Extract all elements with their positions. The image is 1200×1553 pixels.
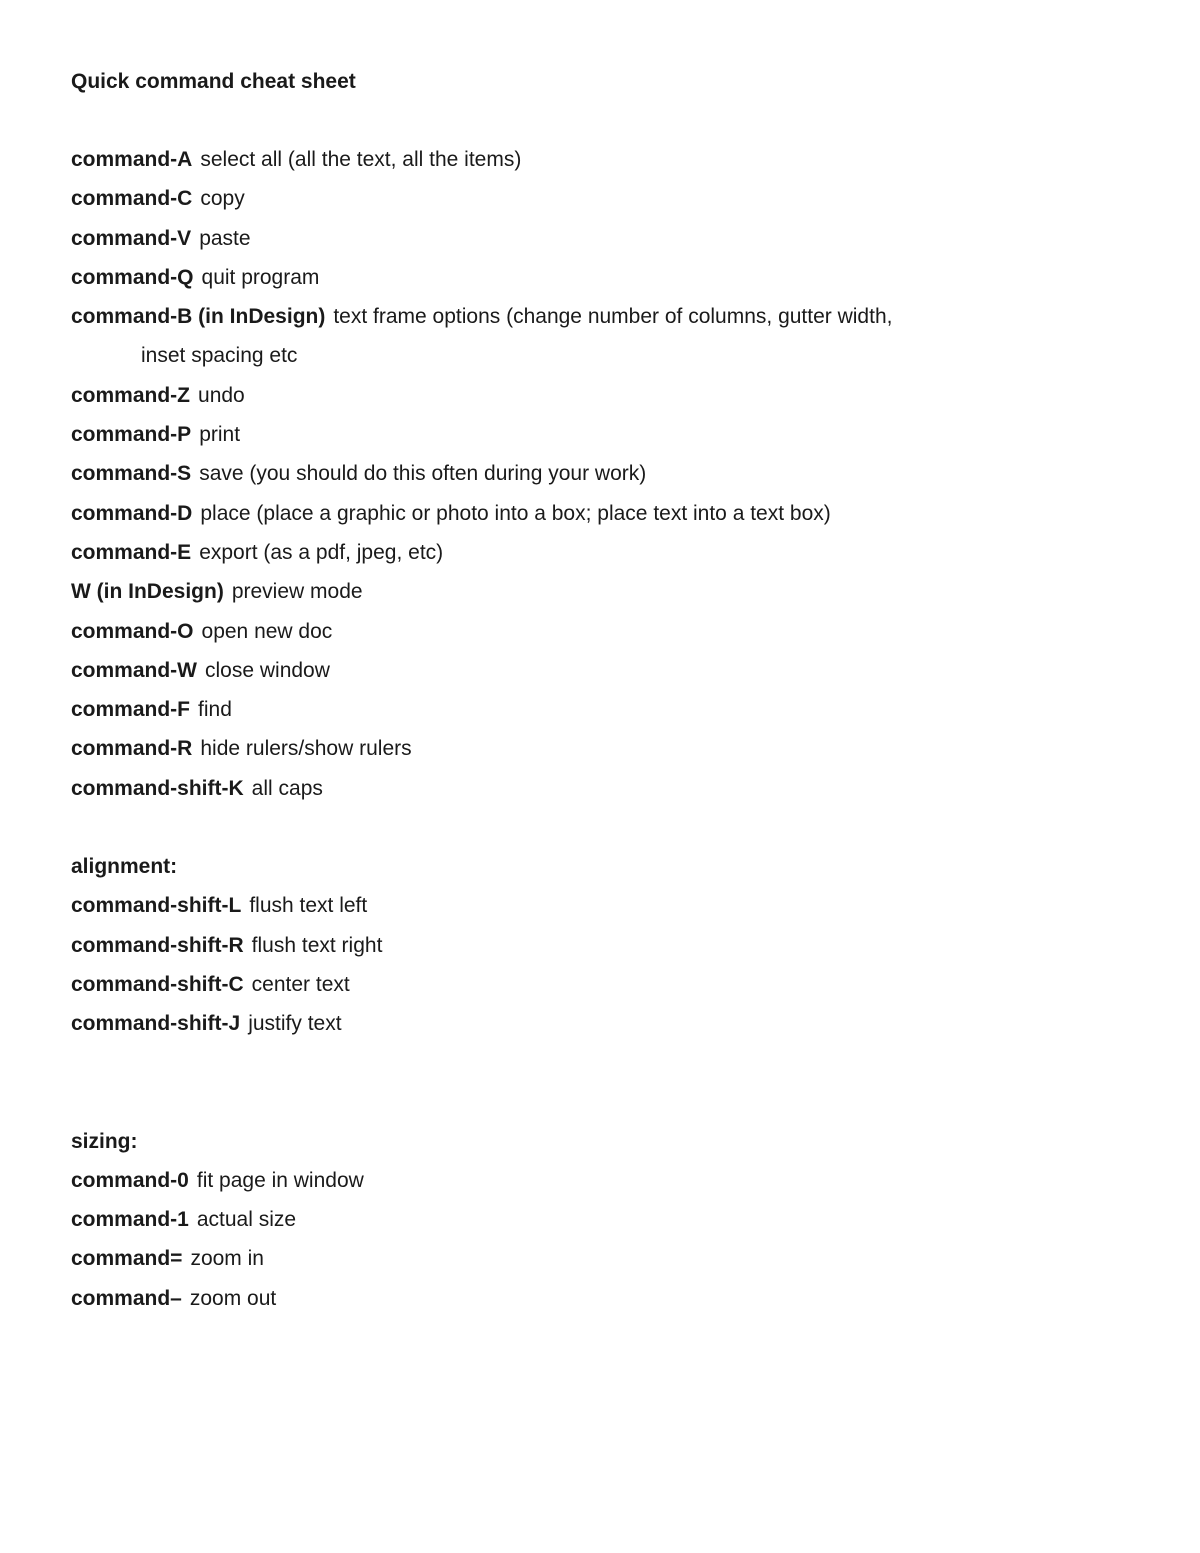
command-key: command-R — [71, 737, 193, 761]
command-description: hide rulers/show rulers — [200, 737, 412, 761]
command-row — [71, 729, 1151, 768]
alignment-section — [71, 847, 1151, 1043]
command-description: quit program — [201, 265, 320, 289]
command-key: command-F — [71, 698, 191, 722]
command-key: W (in InDesign) — [71, 580, 224, 604]
command-row — [71, 376, 1151, 415]
command-key: command-Q — [71, 265, 194, 289]
command-description: find — [198, 698, 232, 722]
command-description: center text — [251, 972, 350, 996]
command-row — [71, 926, 1151, 965]
command-row — [71, 1004, 1151, 1043]
command-description: open new doc — [201, 619, 333, 643]
command-description: export (as a pdf, jpeg, etc) — [199, 540, 444, 564]
command-key: command-E — [71, 540, 192, 564]
command-description: close window — [205, 658, 330, 682]
spacer — [71, 808, 1151, 847]
command-key: command-W — [71, 658, 197, 682]
command-row — [71, 690, 1151, 729]
command-key: command-shift-J — [71, 1012, 241, 1036]
sizing-heading: sizing: — [71, 1129, 138, 1153]
command-description: justify text — [248, 1012, 342, 1036]
command-description: place (place a graphic or photo into a box; place text into a text box) — [200, 501, 831, 525]
command-row — [71, 494, 1151, 533]
command-key: command– — [71, 1286, 182, 1310]
command-key: command-V — [71, 226, 192, 250]
command-row — [71, 258, 1151, 297]
command-description: preview mode — [231, 580, 363, 604]
command-row — [71, 965, 1151, 1004]
command-row — [71, 769, 1151, 808]
cheat-sheet-page — [71, 62, 1151, 1318]
alignment-heading: alignment: — [71, 855, 178, 879]
command-description: select all (all the text, all the items) — [200, 148, 522, 171]
command-description: save (you should do this often during your work) — [199, 462, 647, 486]
command-row — [71, 297, 1151, 376]
command-description: print — [199, 423, 241, 447]
command-description: zoom out — [189, 1286, 277, 1310]
command-description: flush text right — [251, 933, 383, 957]
command-row — [71, 651, 1151, 690]
command-row — [71, 1239, 1151, 1278]
command-description: undo — [198, 383, 245, 407]
command-key: command= — [71, 1247, 183, 1271]
command-key: command-shift-C — [71, 972, 244, 996]
command-row — [71, 572, 1151, 611]
command-row — [71, 886, 1151, 925]
command-description: zoom in — [190, 1247, 264, 1271]
command-row — [71, 179, 1151, 218]
command-key: command-shift-L — [71, 894, 242, 918]
command-key: command-0 — [71, 1168, 189, 1192]
command-key: command-D — [71, 501, 193, 525]
command-row — [71, 140, 1151, 179]
command-key: command-Z — [71, 383, 191, 407]
command-description-continued: inset spacing etc — [141, 344, 298, 368]
command-key: command-S — [71, 462, 192, 486]
command-key: command-1 — [71, 1208, 189, 1232]
command-description: actual size — [196, 1208, 297, 1232]
command-description: fit page in window — [196, 1168, 364, 1192]
sizing-section — [71, 1122, 1151, 1318]
command-row — [71, 1161, 1151, 1200]
command-row — [71, 1279, 1151, 1318]
command-description: all caps — [251, 776, 323, 800]
command-row — [71, 612, 1151, 651]
general-commands-list — [71, 140, 1151, 808]
command-row — [71, 219, 1151, 258]
command-key: command-B (in InDesign) — [71, 305, 326, 329]
command-description: flush text left — [249, 894, 368, 918]
command-row — [71, 415, 1151, 454]
spacer — [71, 1044, 1151, 1122]
command-key: command-shift-K — [71, 776, 244, 800]
command-key: command-O — [71, 619, 194, 643]
command-key: command-C — [71, 187, 193, 211]
page-title: Quick command cheat sheet — [71, 70, 356, 93]
command-row — [71, 533, 1151, 572]
command-description: text frame options (change number of columns, gutter width, — [333, 305, 893, 329]
command-description: copy — [200, 187, 245, 211]
command-row — [71, 1200, 1151, 1239]
command-key: command-shift-R — [71, 933, 244, 957]
command-description: paste — [199, 226, 251, 250]
command-key: command-P — [71, 423, 192, 447]
command-row — [71, 454, 1151, 493]
command-key: command-A — [71, 148, 193, 171]
